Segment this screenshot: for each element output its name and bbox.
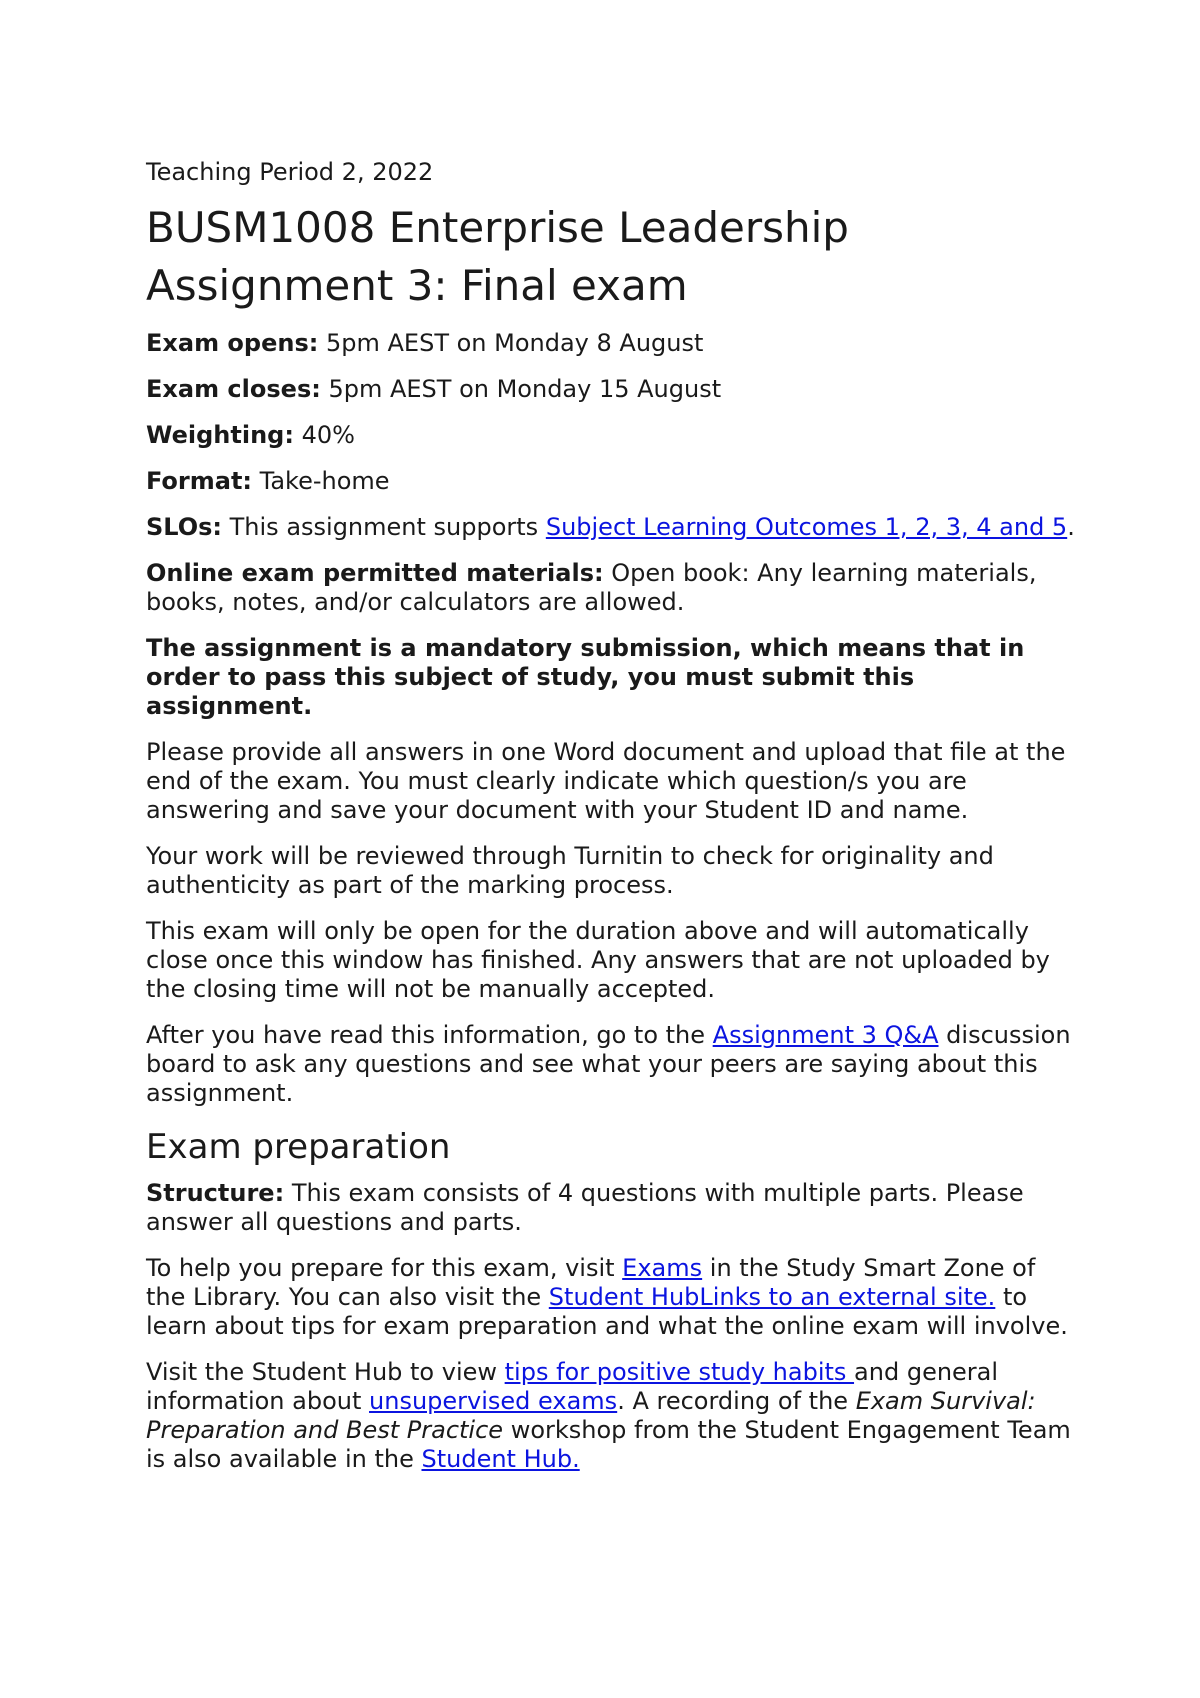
permitted-materials [146, 559, 1076, 617]
format-label: Format: [146, 467, 253, 495]
student-hub-link-2[interactable]: Student Hub. [421, 1445, 580, 1473]
duration-paragraph: This exam will only be open for the duration above and will automatically close once this window has finished. Any answers that are not uploaded by the closing time will not be manually accepted. [146, 917, 1050, 1003]
slos-end: . [1067, 513, 1075, 541]
exam-preparation-heading: Exam preparation [146, 1127, 451, 1167]
slos [146, 513, 1076, 542]
visit-text-mid2: . A recording of the [617, 1387, 856, 1415]
document-page [146, 158, 1076, 1491]
weighting-label: Weighting: [146, 421, 294, 449]
assignment-qa-link[interactable]: Assignment 3 Q&A [712, 1021, 939, 1049]
unsupervised-exams-link[interactable]: unsupervised exams [369, 1387, 618, 1415]
document-title [146, 199, 1076, 315]
help-text-mid: in the Study Smart Zone of the Library. You can also visit the [146, 1254, 1036, 1311]
help-paragraph [146, 1254, 1076, 1341]
mandatory-notice: The assignment is a mandatory submission, which means that in order to pass this subject of study, you must submit this assignment. [146, 634, 1025, 720]
materials-value: Open book: Any learning materials, books, notes, and/or calculators are allowed. [146, 559, 1037, 616]
exam-opens [146, 329, 1076, 358]
materials-label: Online exam permitted materials: [146, 559, 604, 587]
visit-paragraph [146, 1358, 1076, 1474]
workshop-title: Exam Survival: Preparation and Best Practice [146, 1387, 1036, 1444]
exam-closes-label: Exam closes: [146, 375, 321, 403]
qa-text-end: discussion board to ask any questions and see what your peers are saying about this assignment. [146, 1021, 1071, 1107]
structure-value: This exam consists of 4 questions with multiple parts. Please answer all questions and parts. [146, 1179, 1024, 1236]
visit-text-mid3: workshop from the Student Engagement Team is also available in the [146, 1416, 1071, 1473]
instructions-paragraph: Please provide all answers in one Word document and upload that file at the end of the exam. You must clearly indicate which question/s you are answering and save your document with your Student ID and name. [146, 738, 1066, 824]
format-value: Take-home [252, 467, 390, 495]
exam-opens-label: Exam opens: [146, 329, 319, 357]
student-hub-link[interactable]: Student HubLinks to an external site. [548, 1283, 996, 1311]
exam-opens-value: 5pm AEST on Monday 8 August [318, 329, 704, 357]
slos-label: SLOs: [146, 513, 223, 541]
weighting [146, 421, 1076, 450]
structure [146, 1179, 1076, 1237]
weighting-value: 40% [293, 421, 355, 449]
slos-text: This assignment supports [222, 513, 546, 541]
slos-link[interactable]: Subject Learning Outcomes 1, 2, 3, 4 and 5 [545, 513, 1068, 541]
exam-closes-value: 5pm AEST on Monday 15 August [320, 375, 722, 403]
visit-text-start: Visit the Student Hub to view [146, 1358, 505, 1386]
structure-label: Structure: [146, 1179, 285, 1207]
title-subject: BUSM1008 Enterprise Leadership [146, 203, 849, 252]
format [146, 467, 1076, 496]
turnitin-paragraph: Your work will be reviewed through Turnitin to check for originality and authenticity as part of the marking process. [146, 842, 994, 899]
help-text-end: to learn about tips for exam preparation and what the online exam will involve. [146, 1283, 1068, 1340]
exam-closes [146, 375, 1076, 404]
teaching-period: Teaching Period 2, 2022 [146, 158, 434, 186]
visit-text-mid1: and general information about [146, 1358, 999, 1415]
qa-paragraph [146, 1021, 1076, 1108]
title-assignment: Assignment 3: Final exam [146, 261, 688, 310]
qa-text-start: After you have read this information, go to the [146, 1021, 713, 1049]
help-text-start: To help you prepare for this exam, visit [146, 1254, 623, 1282]
exams-link[interactable]: Exams [622, 1254, 703, 1282]
study-habits-link[interactable]: tips for positive study habits [504, 1358, 855, 1386]
